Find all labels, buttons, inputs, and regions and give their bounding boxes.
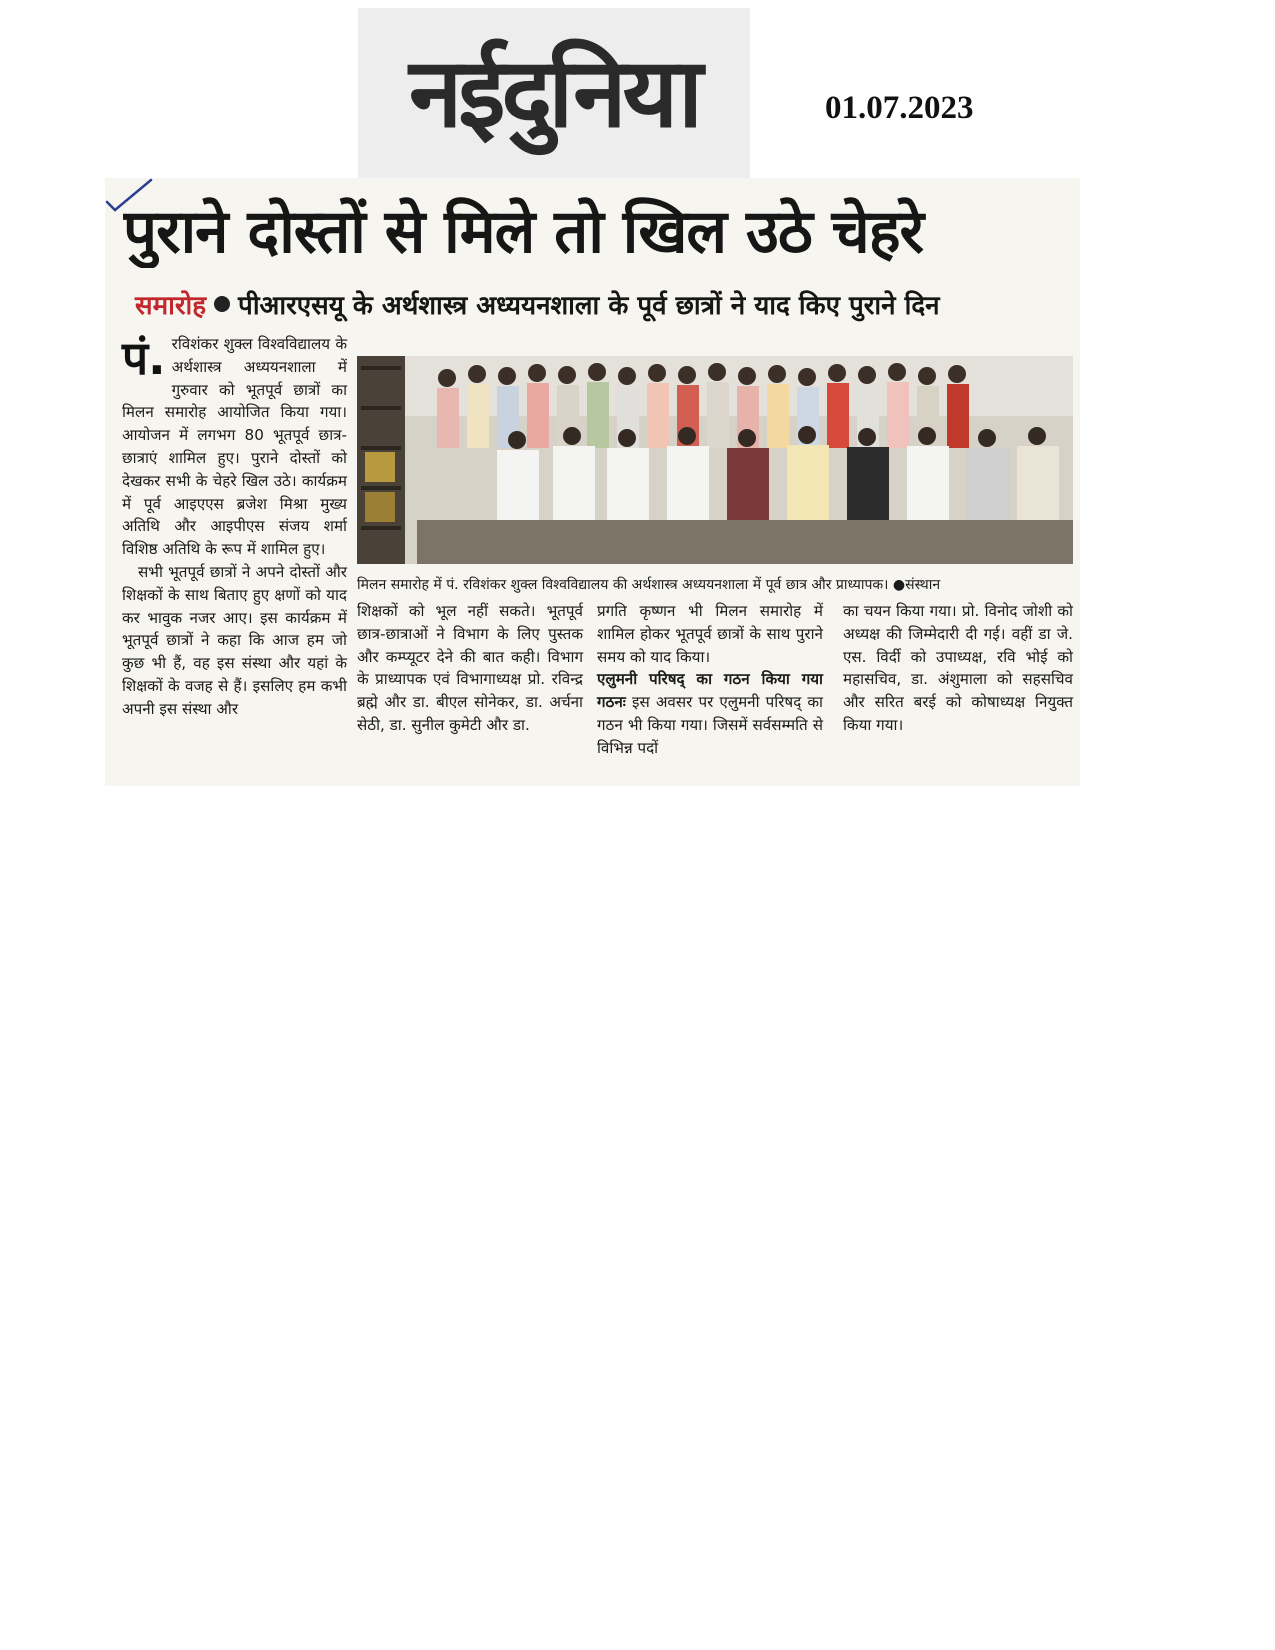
paragraph: सभी भूतपूर्व छात्रों ने अपने दोस्तों और शिक्षकों के साथ बिताए हुए क्षणों को याद कर भावुक नजर आए। इस कार्यक्रम में भूतपूर्व छात्रों ने कहा कि आज हम जो कुछ भी हैं, वह इस संस्था और यहां के शिक्षकों के वजह से हैं। इसलिए हम कभी अपनी इस संस्था और <box>122 562 347 718</box>
drop-cap: पं. <box>122 331 166 385</box>
paragraph-text: इस अवसर पर एलुमनी परिषद् का गठन भी किया गया। जिसमें सर्वसम्मति से विभिन्न पदों <box>597 693 823 757</box>
section-subhead: एलुमनी परिषद् का गठन किया गया गठनः <box>597 670 823 712</box>
news-clipping <box>105 178 1080 786</box>
paragraph <box>597 668 823 759</box>
article-headline: पुराने दोस्तों से मिले तो खिल उठे चेहरे <box>123 197 924 267</box>
newspaper-logo-text: नईदुनिया <box>408 37 700 149</box>
paragraph: प्रगति कृष्णन भी मिलन समारोह में शामिल होकर भूतपूर्व छात्रों के साथ पुराने समय को याद किया। <box>597 602 823 666</box>
article-column-1 <box>122 333 347 721</box>
article-dek: पीआरएसयू के अर्थशास्त्र अध्ययनशाला के पूर्व छात्रों ने याद किए पुराने दिन <box>238 291 940 321</box>
article-column-4 <box>843 600 1073 737</box>
group-photo <box>357 356 1073 564</box>
bullet-icon <box>214 296 230 312</box>
paragraph: रविशंकर शुक्ल विश्वविद्यालय के अर्थशास्त्र अध्ययनशाला में गुरुवार को भूतपूर्व छात्रों का मिलन समारोह आयोजित किया गया। आयोजन में लगभग 80 भूतपूर्व छात्र-छात्राएं शामिल हुए। पुराने दोस्तों को देखकर सभी के चेहरे खिल उठे। कार्यक्रम में पूर्व आइएएस ब्रजेश मिश्रा मुख्य अतिथि और आइपीएस संजय शर्मा विशिष्ठ अतिथि के रूप में शामिल हुए। <box>122 335 347 559</box>
photo-caption: मिलन समारोह में पं. रविशंकर शुक्ल विश्वविद्यालय की अर्थशास्त्र अध्ययनशाला में पूर्व छात्र और प्राध्यापक। ●संस्थान <box>357 577 941 593</box>
paragraph: शिक्षकों को भूल नहीं सकते। भूतपूर्व छात्र-छात्राओं ने विभाग के लिए पुस्तक और कम्प्यूटर देने की बात कही। विभाग के प्राध्यापक एवं विभागाध्यक्ष प्रो. रविन्द्र ब्रह्मे और डा. बीएल सोनेकर, डा. अर्चना सेठी, डा. सुनील कुमेटी और डा. <box>357 602 583 734</box>
group-photo-image <box>357 356 1073 564</box>
article-column-2 <box>357 600 583 737</box>
publication-date: 01.07.2023 <box>825 90 974 126</box>
paragraph: का चयन किया गया। प्रो. विनोद जोशी को अध्यक्ष की जिम्मेदारी दी गई। वहीं डा जे. एस. विर्दी को उपाध्यक्ष, रवि भोई को महासचिव, डा. अंशुमाला को सहसचिव और सरित बरई को कोषाध्यक्ष नियुक्त किया गया। <box>843 602 1073 734</box>
section-kicker: समारोह <box>135 291 207 321</box>
newspaper-logo <box>358 8 750 178</box>
article-subheading <box>135 284 1075 324</box>
article-column-3 <box>597 600 823 760</box>
